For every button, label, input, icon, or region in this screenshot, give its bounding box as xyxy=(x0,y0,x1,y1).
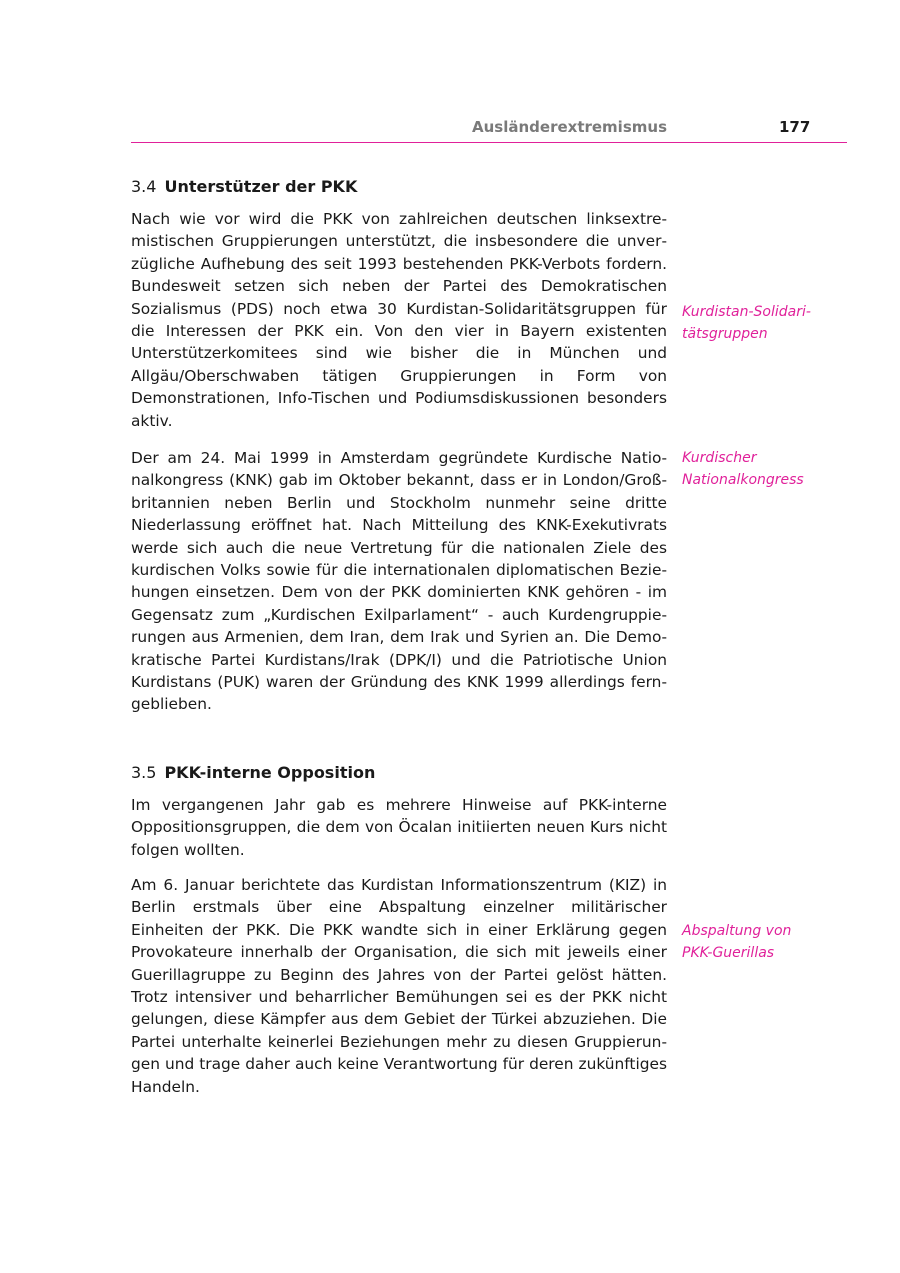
paragraph: Im vergangenen Jahr gab es mehrere Hinweise auf PKK-interne Oppositionsgruppen, die dem von Öcalan initiierten neuen Kurs nicht folgen wollten. xyxy=(131,796,667,859)
page-number: 177 xyxy=(779,118,811,136)
header-section-title: Ausländerextremismus xyxy=(472,118,667,136)
margin-note: Abspaltung von PKK-Guerillas xyxy=(682,923,792,962)
section-number: 3.5 xyxy=(131,763,157,782)
paragraph: Nach wie vor wird die PKK von zahlreichen deutschen linksextremistischen Gruppierungen unterstützt, die insbesondere die unverzügliche Aufhebung des seit 1993 bestehenden PKK-Verbots fordern. Bundesweit setzen sich neben der Partei des Demokratischen Sozialismus (PDS) noch etwa 30 Kurdistan-Solidaritätsgruppen für die Interessen der PKK ein. Von den vier in Bayern existenten Unterstützerkomitees sind wie bisher die in München und Allgäu/Oberschwaben tätigen Gruppierungen in Form von Demonstrationen, Info-Tischen und Podiumsdiskussionen besonders aktiv. xyxy=(131,210,667,430)
paragraph: Am 6. Januar berichtete das Kurdistan Informationszentrum (KIZ) in Berlin erstmals über eine Abspaltung einzelner militärischer Einheiten der PKK. Die PKK wandte sich in einer Erklärung gegen Provokateure innerhalb der Organisation, die sich mit jeweils einer Guerillagruppe zu Beginn des Jahres von der Partei gelöst hätten. Trotz intensiver und beharrlicher Bemühungen sei es der PKK nicht gelungen, diese Kämpfer aus dem Gebiet der Türkei abzuziehen. Die Partei unterhalte keinerlei Beziehungen mehr zu diesen Gruppierungen und trage daher auch keine Verantwortung für deren zukünftiges Handeln. xyxy=(131,876,667,1096)
section-heading-3-4 xyxy=(131,177,357,197)
running-header xyxy=(131,118,847,143)
margin-note: Kurdischer Nationalkongress xyxy=(682,450,804,489)
section-title: Unterstützer der PKK xyxy=(164,177,358,196)
section-title: PKK-interne Opposition xyxy=(164,763,376,782)
section-heading-3-5 xyxy=(131,763,375,783)
paragraph: Der am 24. Mai 1999 in Amsterdam gegründete Kurdische Nationalkongress (KNK) gab im Oktober bekannt, dass er in London/Großbritannien neben Berlin und Stockholm nunmehr seine dritte Niederlassung eröffnet hat. Nach Mitteilung des KNK-Exekutivrats werde sich auch die neue Vertretung für die nationalen Ziele des kurdischen Volks sowie für die internationalen diplomatischen Beziehungen einsetzen. Dem von der PKK dominierten KNK gehören - im Gegensatz zum „Kurdischen Exilparlament“ - auch Kurdengruppierungen aus Armenien, dem Iran, dem Irak und Syrien an. Die Demokratische Partei Kurdistans/Irak (DPK/I) und die Patriotische Union Kurdistans (PUK) waren der Gründung des KNK 1999 allerdings ferngeblieben. xyxy=(131,449,667,714)
margin-note: Kurdistan-Solidari- tätsgruppen xyxy=(682,304,811,343)
section-number: 3.4 xyxy=(131,177,157,196)
